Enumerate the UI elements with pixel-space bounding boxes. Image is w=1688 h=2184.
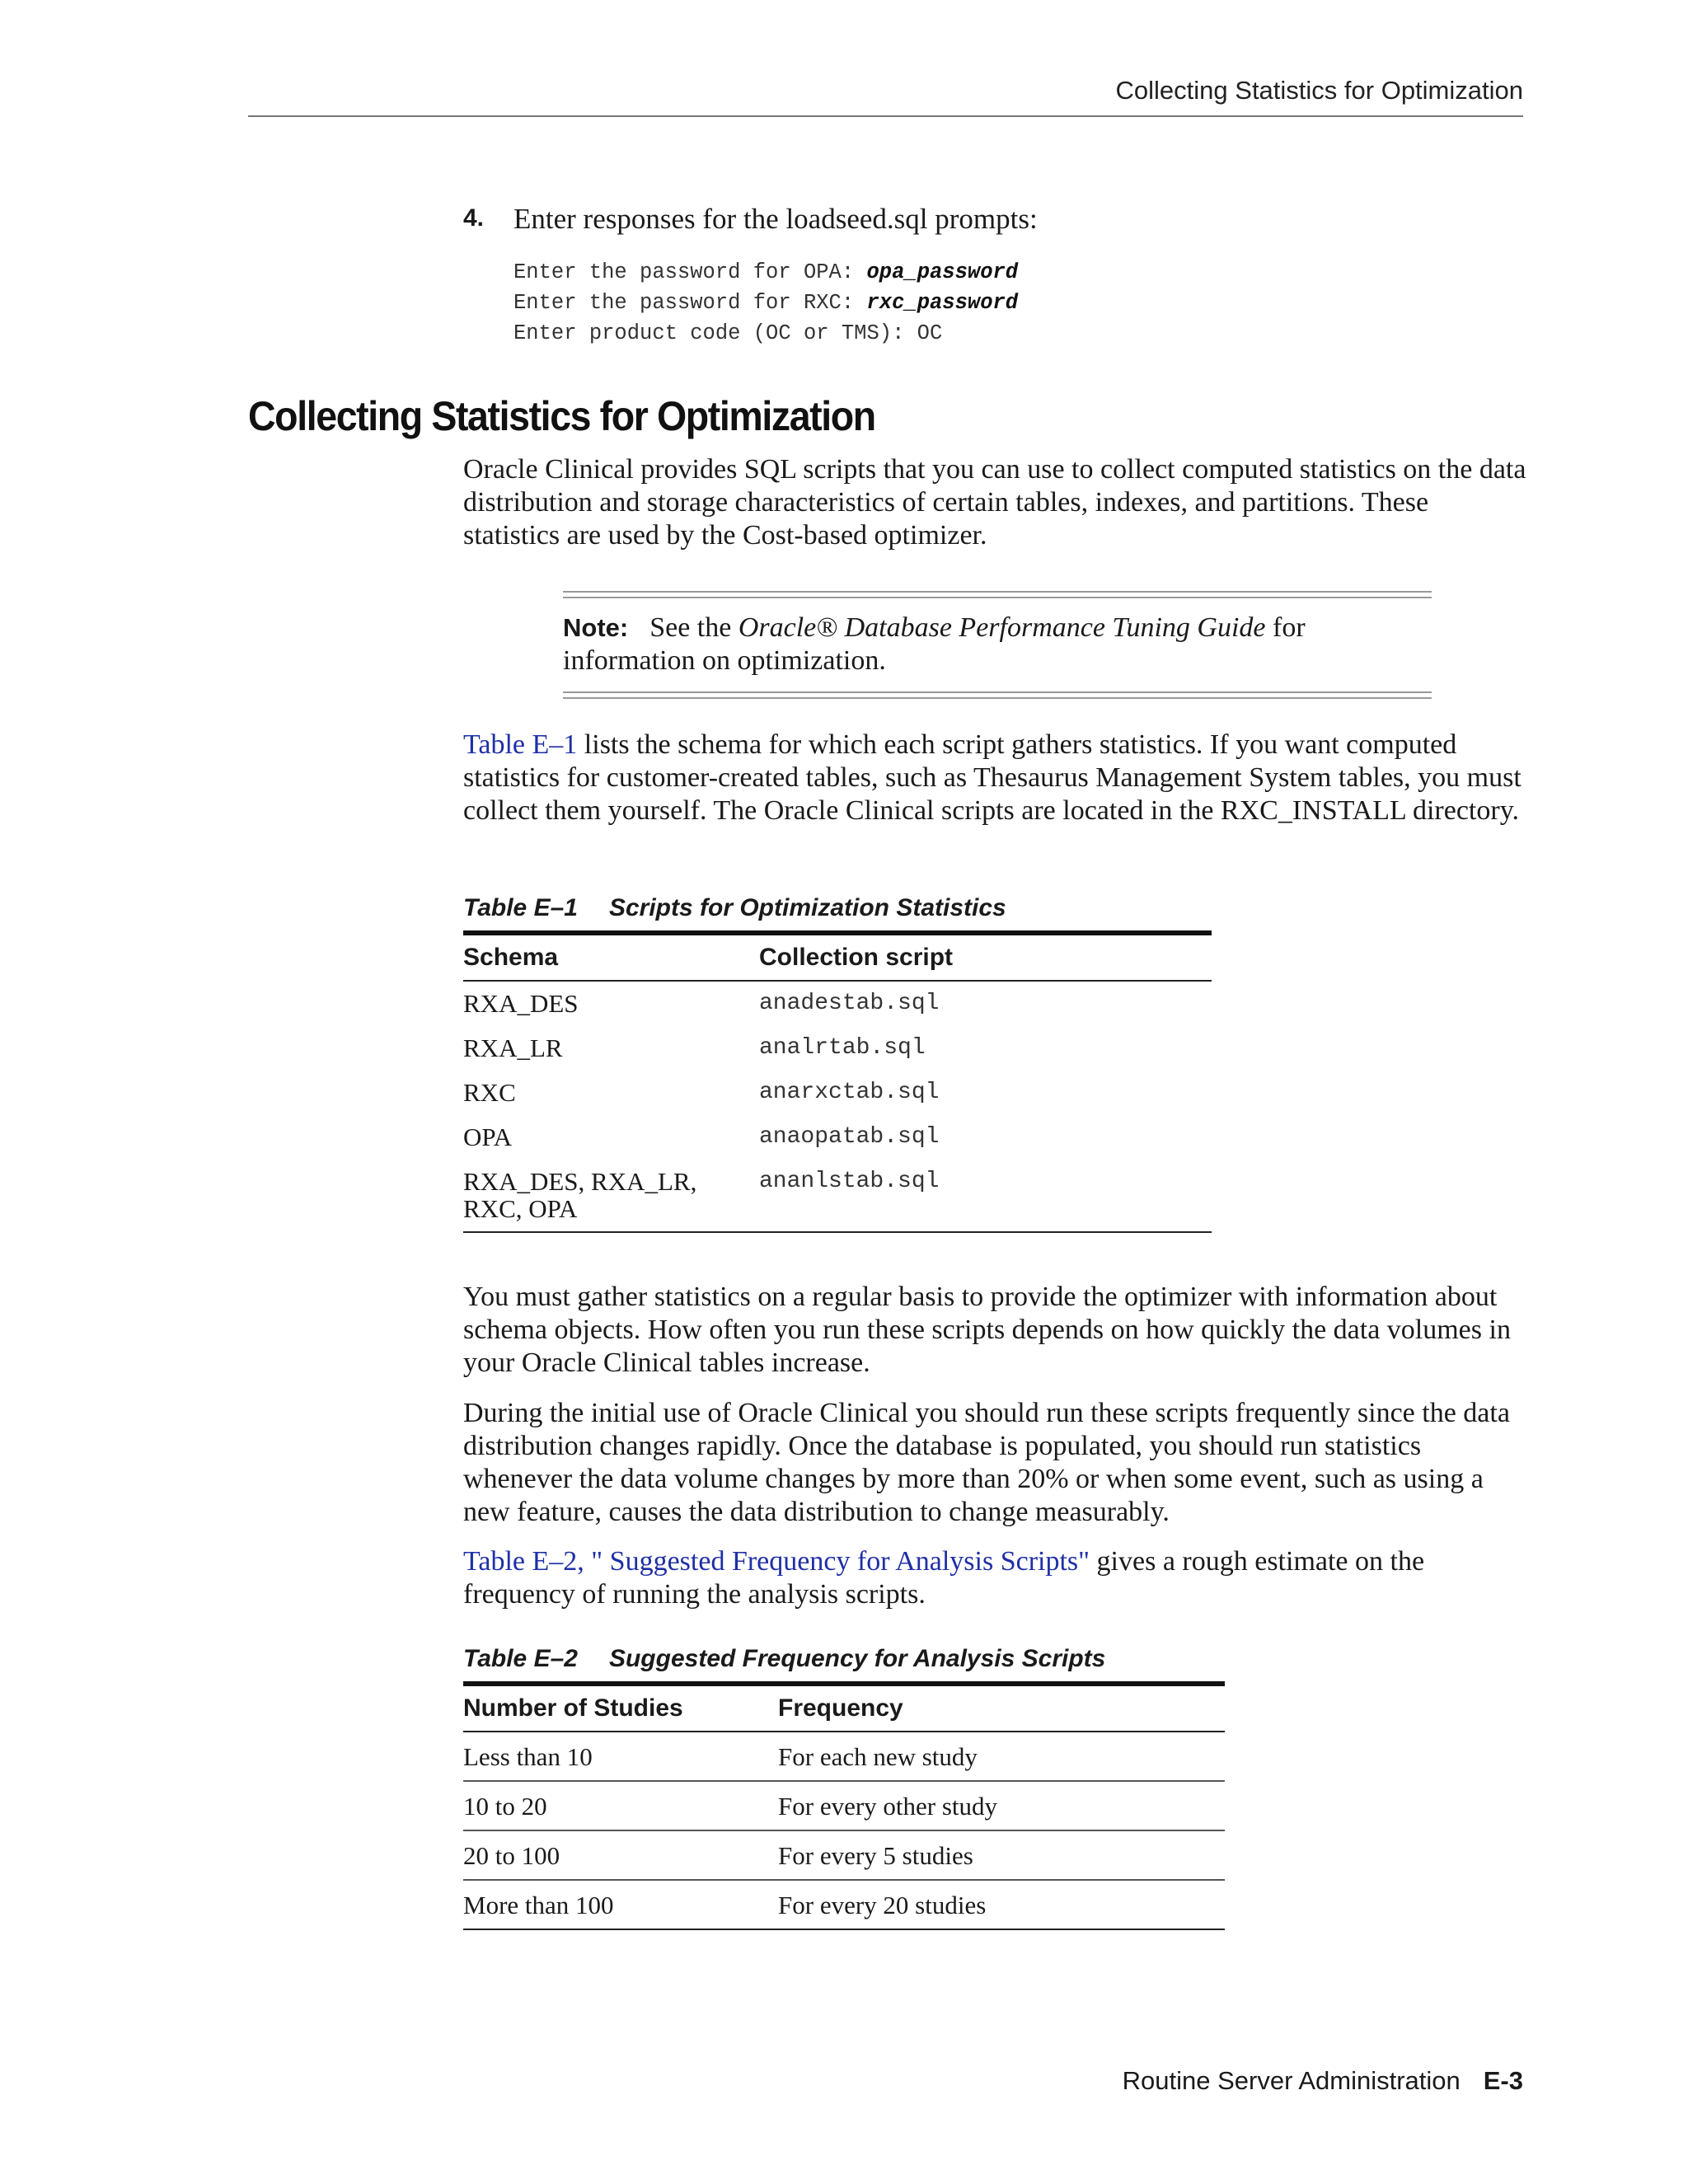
note-box — [563, 591, 1432, 699]
running-header: Collecting Statistics for Optimization — [1115, 76, 1523, 105]
page-footer — [1123, 2066, 1523, 2096]
script-cell: analrtab.sql — [759, 1035, 926, 1061]
script-cell: anadestab.sql — [759, 991, 940, 1016]
frequency-cell: For each new study — [778, 1732, 1225, 1781]
table2-caption: Table E–2 Suggested Frequency for Analysis Scripts — [463, 1645, 1106, 1672]
footer-chapter-title: Routine Server Administration — [1122, 2066, 1461, 2095]
schema-cell: RXC — [463, 1078, 516, 1107]
table-row — [463, 1732, 1225, 1781]
frequency-cell: For every 20 studies — [778, 1880, 1225, 1929]
note-top-rule — [563, 591, 1432, 598]
step-text: Enter responses for the loadseed.sql prompts: — [513, 203, 1038, 235]
initial-use-paragraph: During the initial use of Oracle Clinical you should run these scripts frequently since the data distribution changes rapidly. Once the database is populated, you should run statistics whenever the data volume changes by more than 20% or when some event, such as using a new feature, causes the data distribution to change measurably. — [463, 1398, 1510, 1527]
column-header-collection-script: Collection script — [759, 933, 1212, 981]
studies-cell: More than 100 — [463, 1880, 778, 1929]
table-row — [463, 1781, 1225, 1830]
studies-cell: Less than 10 — [463, 1732, 778, 1781]
table-row — [463, 1115, 1212, 1160]
table-row — [463, 1830, 1225, 1880]
regular-basis-paragraph: You must gather statistics on a regular basis to provide the optimizer with information about schema objects. How often you run these scripts depends on how quickly the data volumes in your Oracle Clinical tables increase. — [463, 1282, 1511, 1378]
intro-paragraph: Oracle Clinical provides SQL scripts that you can use to collect computed statistics on the data distribution and storage characteristics of certain tables, indexes, and partitions. These statistics are used by the Cost-based optimizer. — [463, 454, 1526, 551]
column-header-number-of-studies: Number of Studies — [463, 1684, 778, 1732]
studies-cell: 20 to 100 — [463, 1830, 778, 1880]
note-bottom-rule — [563, 691, 1432, 699]
table2-intro-paragraph: Table E–2, " Suggested Frequency for Analysis Scripts" gives a rough estimate on the frequency of running the analysis scripts. — [463, 1546, 1425, 1610]
scripts-table — [463, 930, 1212, 1233]
code-line-3: Enter product code (OC or TMS): OC — [513, 321, 943, 345]
table-row — [463, 981, 1212, 1026]
table-row — [463, 1071, 1212, 1115]
script-cell: ananlstab.sql — [759, 1160, 1212, 1232]
table-e1-link[interactable]: Table E–1 — [463, 729, 578, 760]
frequency-table — [463, 1681, 1225, 1930]
table-e2-link[interactable]: Table E–2, " Suggested Frequency for Analysis Scripts" — [463, 1546, 1090, 1577]
step-number: 4. — [463, 204, 485, 232]
note-text: Note: See the Oracle® Database Performance Tuning Guide for information on optimization. — [563, 612, 1306, 676]
schema-cell: RXA_DES — [463, 989, 579, 1018]
table-row — [463, 1880, 1225, 1929]
note-label: Note: — [563, 613, 629, 642]
schema-cell: RXA_LR — [463, 1033, 563, 1062]
section-title: Collecting Statistics for Optimization — [248, 393, 875, 439]
table-row — [463, 1026, 1212, 1071]
script-cell: anarxctab.sql — [759, 1080, 940, 1105]
table-header-row — [463, 933, 1212, 981]
code-line-2: Enter the password for RXC: rxc_password — [513, 291, 1019, 315]
schema-cell: OPA — [463, 1122, 513, 1151]
schema-cell: RXA_DES, RXA_LR, RXC, OPA — [463, 1160, 759, 1232]
frequency-cell: For every other study — [778, 1781, 1225, 1830]
page-number: E-3 — [1483, 2066, 1523, 2095]
studies-cell: 10 to 20 — [463, 1781, 778, 1830]
guide-title: Oracle® Database Performance Tuning Guide — [738, 612, 1266, 643]
header-rule — [248, 115, 1523, 117]
table-header-row — [463, 1684, 1225, 1732]
table-row — [463, 1160, 1212, 1232]
script-cell: anaopatab.sql — [759, 1124, 940, 1150]
code-line-1: Enter the password for OPA: opa_password — [513, 260, 1019, 284]
column-header-schema: Schema — [463, 933, 759, 981]
table1-caption: Table E–1 Scripts for Optimization Statistics — [463, 894, 1006, 921]
column-header-frequency: Frequency — [778, 1684, 1225, 1732]
frequency-cell: For every 5 studies — [778, 1830, 1225, 1880]
code-block — [513, 257, 1018, 349]
table1-intro-paragraph: Table E–1 lists the schema for which each script gathers statistics. If you want computed statistics for customer-created tables, such as Thesaurus Management System tables, you must collect them yourself. The Oracle Clinical scripts are located in the RXC_INSTALL directory. — [463, 729, 1522, 826]
